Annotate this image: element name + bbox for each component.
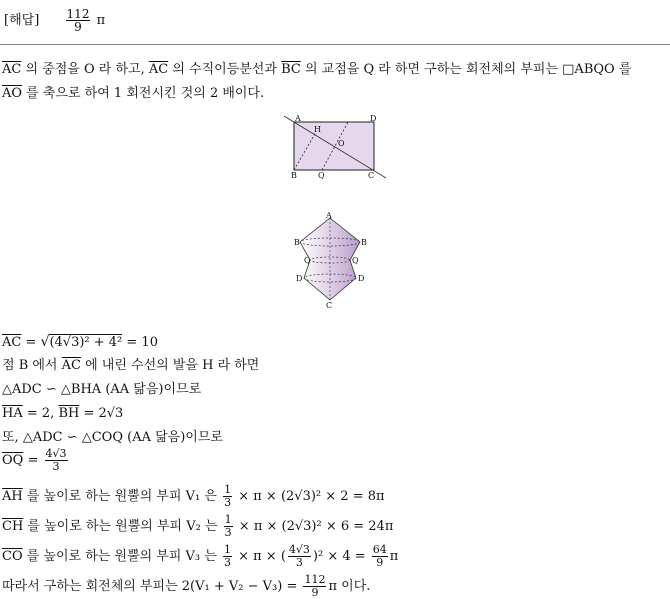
label-q: Q xyxy=(318,171,325,180)
label-c: C xyxy=(368,171,375,180)
solid-diagram xyxy=(290,210,380,310)
rectangle-diagram xyxy=(282,112,402,182)
solid-label-a: A xyxy=(326,211,332,220)
divider xyxy=(0,44,670,45)
solid-label-c: C xyxy=(326,301,333,310)
solid-label-q-left: Q xyxy=(304,256,311,265)
line-v3: $\overline{CO}$ 를 높이로 하는 원뿔의 부피 V₃ 는 $\frac{1}{3}$ × π × ( $\frac{4√3}{3}$ )² × 4 = $\frac{64}{9}$ π xyxy=(2,543,399,569)
solid-label-q-right: Q xyxy=(352,256,359,265)
line-final: 따라서 구하는 회전체의 부피는 2(V₁ + V₂ − V₃) = $\frac{112}{9}$ π 이다. xyxy=(2,573,371,599)
line-ac-length: $\overline{AC} = √(4√3)^2 + 4^2 = 10$ xyxy=(2,334,158,350)
line-similarity-2: 또, △ADC ∽ △COQ (AA 닮음)이므로 xyxy=(2,430,223,445)
line-v1: $\overline{AH}$ 를 높이로 하는 원뿔의 부피 V₁ 은 $\frac{1}{3}$ × π × (2√3)² × 2 = 8π xyxy=(2,483,385,509)
line-foot-h: 점 B 에서 $\overline{AC}$ 에 내린 수선의 발을 H 라 하면 xyxy=(2,358,260,373)
line-ha-bh: $\overline{HA} = 2$, $\overline{BH} = 2√3$ xyxy=(2,406,124,421)
solid-label-b-left: B xyxy=(294,238,300,247)
solid-label-d-left: D xyxy=(296,274,303,283)
solid-label-b-right: B xyxy=(361,238,367,247)
line-oq: $\overline{OQ}$ = $\frac{4√3}{3}$ xyxy=(2,447,67,473)
answer-label: [해답] xyxy=(4,13,40,28)
label-a: A xyxy=(295,114,301,123)
answer-fraction: $\frac{112}{9}$ xyxy=(66,7,90,34)
label-b: B xyxy=(291,171,297,180)
answer-header: [해답] $\frac{112}{9}$ π xyxy=(4,7,106,34)
line-similarity-1: △ADC ∽ △BHA (AA 닮음)이므로 xyxy=(2,382,202,397)
intro-line-1: $\overline{AC}$ 의 중점을 O 라 하고, $\overline{AC}$ 의 수직이등분선과 $\overline{BC}$ 의 교점을 Q 라 하면 구하는 회전체의 부피는 □ABQO 를 xyxy=(2,62,632,77)
label-h: H xyxy=(314,125,321,134)
line-v2: $\overline{CH}$ 를 높이로 하는 원뿔의 부피 V₂ 는 $\frac{1}{3}$ × π × (2√3)² × 6 = 24π xyxy=(2,513,394,539)
label-d: D xyxy=(370,114,377,123)
intro-line-2: $\overline{AO}$ 를 축으로 하여 1 회전시킨 것의 2 배이다. xyxy=(2,86,265,101)
label-o: O xyxy=(338,139,345,148)
solid-label-d-right: D xyxy=(358,274,365,283)
